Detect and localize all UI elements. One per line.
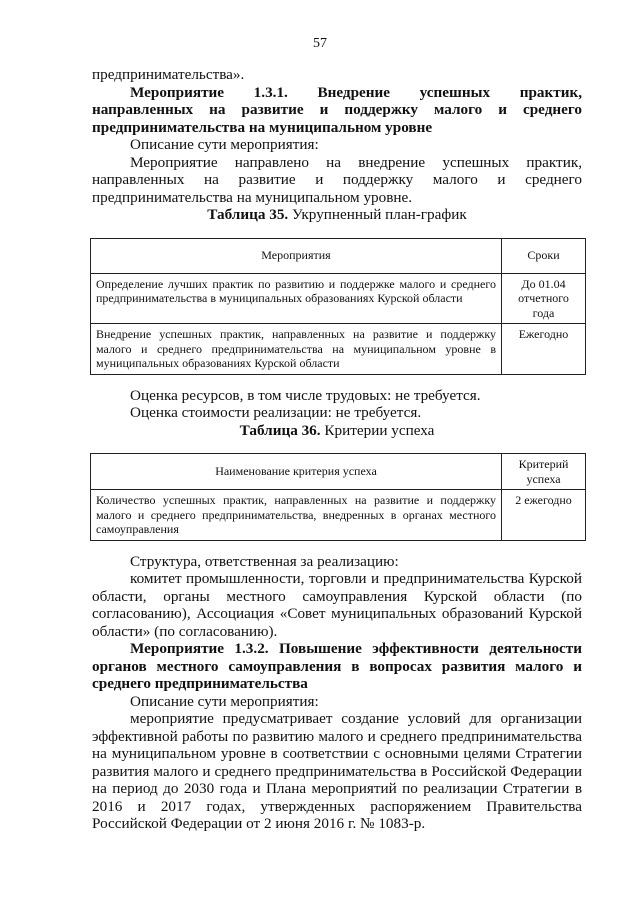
table-header-row [91, 454, 586, 490]
table-row [91, 490, 586, 541]
measure-1-3-1-heading: Мероприятие 1.3.1. Внедрение успешных практик, направленных на развитие и поддержку малого и среднего предпринимательства на муниципальном уровне [92, 83, 582, 136]
table-cell: Ежегодно [502, 324, 586, 375]
table-36-caption-title: Критерии успеха [320, 421, 435, 439]
table-36-caption [92, 422, 582, 440]
page-number: 57 [313, 36, 327, 51]
table-header-cell: Сроки [502, 238, 586, 273]
measure-1-3-2-heading: Мероприятие 1.3.2. Повышение эффективности деятельности органов местного самоуправления в вопросах развития малого и среднего предпринимательства [92, 640, 582, 692]
table-cell: Определение лучших практик по развитию и поддержке малого и среднего предпринимательства в муниципальных образованиях Курской области [91, 273, 502, 324]
table-header-cell: Наименование критерия успеха [91, 454, 502, 490]
responsible-structure-text: комитет промышленности, торговли и предпринимательства Курской области, органы местного самоуправления Курской области (по согласованию), Ассоциация «Совет муниципальных образований Курской области» (по согласованию). [92, 570, 582, 640]
responsible-structure-label: Структура, ответственная за реализацию: [130, 552, 399, 570]
measure-1-3-1-description-label: Описание сути мероприятия: [130, 136, 319, 153]
table-header-cell: Критерий успеха [502, 454, 586, 490]
resources-estimate: Оценка ресурсов, в том числе трудовых: не требуется. [130, 386, 481, 404]
table-35-caption-number: Таблица 35. [207, 206, 289, 223]
table-row [91, 273, 586, 324]
table-cell: Количество успешных практик, направленных на развитие и поддержку малого и среднего предпринимательства, внедренных в органах местного самоуправления [91, 490, 502, 541]
table-35 [90, 238, 586, 375]
table-35-caption [92, 206, 582, 224]
paragraph-continuation: предпринимательства». [92, 66, 245, 83]
table-header-row [91, 238, 586, 273]
table-cell: 2 ежегодно [502, 490, 586, 541]
table-header-cell: Мероприятия [91, 238, 502, 273]
table-cell: Внедрение успешных практик, направленных на развитие и поддержку малого и среднего предпринимательства на муниципальном уровне в муниципальных образованиях Курской области [91, 324, 502, 375]
cost-estimate: Оценка стоимости реализации: не требуется. [130, 404, 422, 421]
measure-1-3-1-description-text: Мероприятие направлено на внедрение успешных практик, направленных на развитие и поддержку малого и среднего предпринимательства на муниципальном уровне. [92, 153, 582, 206]
measure-1-3-2-description-label: Описание сути мероприятия: [130, 692, 319, 710]
table-36-caption-number: Таблица 36. [239, 421, 321, 439]
table-35-caption-title: Укрупненный план-график [288, 206, 467, 223]
document-body [92, 66, 582, 833]
table-cell: До 01.04 отчетного года [502, 273, 586, 324]
table-36 [90, 453, 586, 541]
measure-1-3-2-description-text: мероприятие предусматривает создание условий для организации эффективной работы по развитию малого и среднего предпринимательства на муниципальном уровне в соответствии с основными целями Стратегии развития малого и среднего предпринимательства в Российской Федерации на период до 2030 года и Плана мероприятий по реализации Стратегии в 2016 и 2017 годах, утвержденных распоряжением Правительства Российской Федерации от 2 июня 2016 г. № 1083-р. [92, 710, 582, 832]
table-row [91, 324, 586, 375]
